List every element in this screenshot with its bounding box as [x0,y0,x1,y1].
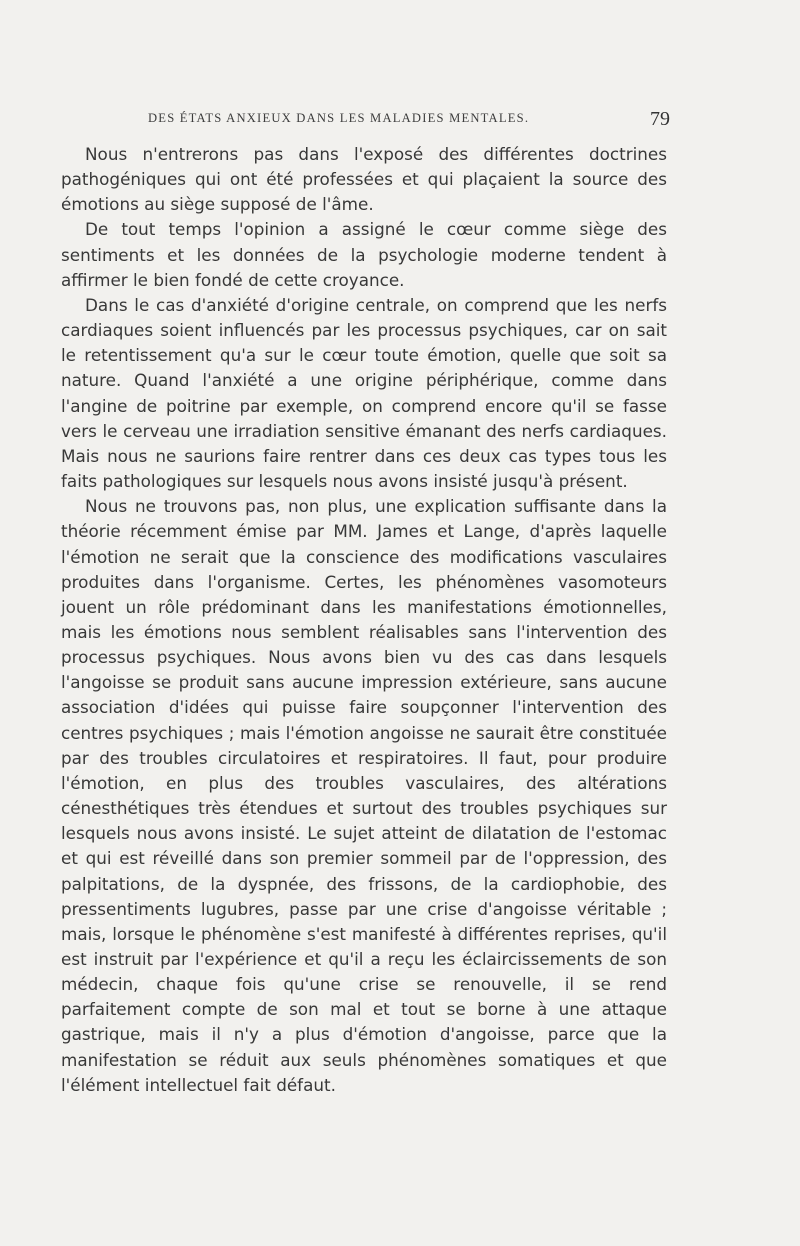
page-number: 79 [650,108,670,130]
paragraph-anxiety-origin: Dans le cas d'anxiété d'origine centrale, on comprend que les nerfs cardiaques soient influencés par les processus psychiques, car on sait le retentissement qu'a sur le cœur toute émotion, quelle que soit sa nature. Quand l'anxiété a une origine périphérique, comme dans l'angine de poitrine par exemple, on comprend encore qu'il se fasse vers le cerveau une irradiation sensitive émanant des nerfs cardiaques. Mais nous ne saurions faire rentrer dans ces deux cas types tous les faits pathologiques sur lesquels nous avons insisté jusqu'à présent. [61,294,667,492]
body-text [61,142,667,1098]
paragraph-doctrines: Nous n'entrerons pas dans l'exposé des différentes doctrines pathogéniques qui ont été professées et qui plaçaient la source des émotions au siège supposé de l'âme. [61,144,667,215]
running-head [148,108,670,133]
paragraph-james-lange: Nous ne trouvons pas, non plus, une explication suffisante dans la théorie récemment émise par MM. James et Lange, d'après laquelle l'émotion ne serait que la conscience des modifications vasculaires produites dans l'organisme. Certes, les phénomènes vasomoteurs jouent un rôle prédominant dans les manifestations émotionnelles, mais les émotions nous semblent réalisables sans l'intervention des processus psychiques. Nous avons bien vu des cas dans lesquels l'angoisse se produit sans aucune impression extérieure, sans aucune association d'idées qui puisse faire soupçonner l'intervention des centres psychiques ; mais l'émotion angoisse ne saurait être constituée par des troubles circulatoires et respiratoires. Il faut, pour produire l'émotion, en plus des troubles vasculaires, des altérations cénesthétiques très étendues et surtout des troubles psychiques sur lesquels nous avons insisté. Le sujet atteint de dilatation de l'estomac et qui est réveillé dans son premier sommeil par de l'oppression, des palpitations, de la dyspnée, des frissons, de la cardiophobie, des pressentiments lugubres, passe par une crise d'angoisse véritable ; mais, lorsque le phénomène s'est manifesté à différentes reprises, qu'il est instruit par l'expérience et qu'il a reçu les éclaircissements de son médecin, chaque fois qu'une crise se renouvelle, il se rend parfaitement compte de son mal et tout se borne à une attaque gastrique, mais il n'y a plus d'émotion d'angoisse, parce que la manifestation se réduit aux seuls phénomènes somatiques et que l'élément intellectuel fait défaut. [61,496,667,1095]
paragraph-heart-seat: De tout temps l'opinion a assigné le cœur comme siège des sentiments et les données de la psychologie moderne tendent à affirmer le bien fondé de cette croyance. [61,219,667,290]
running-title: DES ÉTATS ANXIEUX DANS LES MALADIES MENTALES. [148,111,530,125]
